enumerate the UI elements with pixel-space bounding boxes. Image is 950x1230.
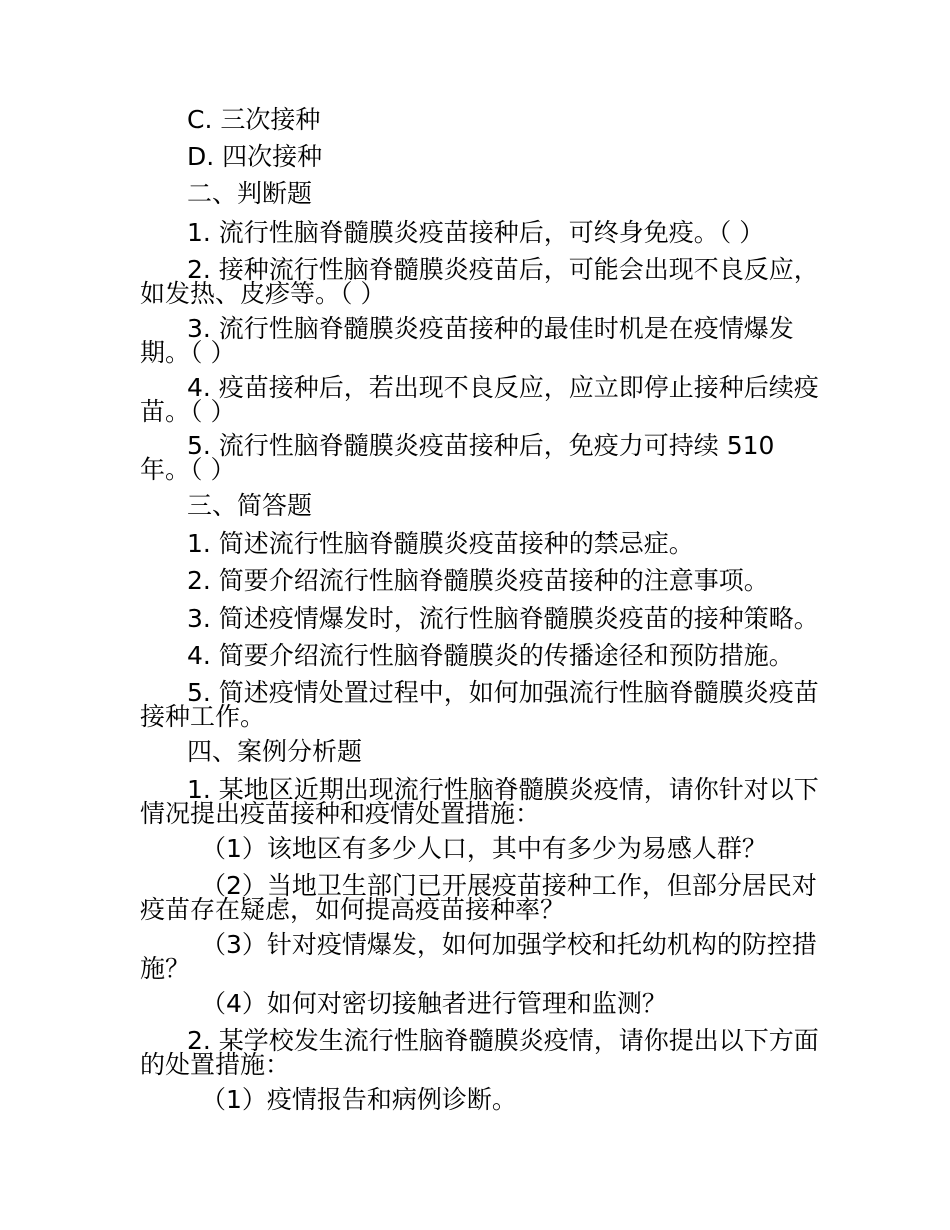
true-false-item-3: 3. 流行性脑脊髓膜炎疫苗接种的最佳时机是在疫情爆发 <box>187 314 794 343</box>
true-false-item-4-continued: 苗。（ ） <box>140 397 236 426</box>
short-answer-item-5: 5. 简述疫情处置过程中，如何加强流行性脑脊髓膜炎疫苗 <box>187 678 819 707</box>
case-1-intro-continued: 情况提出疫苗接种和疫情处置措施： <box>140 799 541 828</box>
option-d: D. 四次接种 <box>187 142 323 171</box>
case-1-question-1: （1）该地区有多少人口，其中有多少为易感人群？ <box>201 834 767 863</box>
true-false-item-3-continued: 期。（ ） <box>140 338 236 367</box>
case-1-question-2: （2）当地卫生部门已开展疫苗接种工作，但部分居民对 <box>201 871 817 900</box>
true-false-item-5-continued: 年。（ ） <box>140 455 236 484</box>
case-1-question-3-continued: 施？ <box>140 954 191 983</box>
case-2-question-1: （1）疫情报告和病例诊断。 <box>201 1085 517 1114</box>
short-answer-item-5-continued: 接种工作。 <box>140 702 266 731</box>
true-false-item-1: 1. 流行性脑脊髓膜炎疫苗接种后，可终身免疫。（ ） <box>187 218 765 247</box>
option-c: C. 三次接种 <box>187 105 321 134</box>
case-1-question-2-continued: 疫苗存在疑虑，如何提高疫苗接种率？ <box>140 895 566 924</box>
case-1-intro: 1. 某地区近期出现流行性脑脊髓膜炎疫情，请你针对以下 <box>187 775 819 804</box>
case-2-intro-continued: 的处置措施： <box>140 1050 291 1079</box>
section-heading-short-answer: 三、简答题 <box>187 491 313 520</box>
section-heading-case-analysis: 四、案例分析题 <box>187 737 363 766</box>
true-false-item-2-continued: 如发热、皮疹等。（ ） <box>140 279 386 308</box>
true-false-item-4: 4. 疫苗接种后，若出现不良反应，应立即停止接种后续疫 <box>187 373 819 402</box>
true-false-item-5: 5. 流行性脑脊髓膜炎疫苗接种后，免疫力可持续 510 <box>187 431 775 460</box>
case-1-question-3: （3）针对疫情爆发，如何加强学校和托幼机构的防控措 <box>201 930 817 959</box>
short-answer-item-2: 2. 简要介绍流行性脑脊髓膜炎疫苗接种的注意事项。 <box>187 566 769 595</box>
section-heading-true-false: 二、判断题 <box>187 179 313 208</box>
case-1-question-4: （4）如何对密切接触者进行管理和监测？ <box>201 989 667 1018</box>
case-2-intro: 2. 某学校发生流行性脑脊髓膜炎疫情，请你提出以下方面 <box>187 1026 819 1055</box>
short-answer-item-1: 1. 简述流行性脑脊髓膜炎疫苗接种的禁忌症。 <box>187 529 694 558</box>
short-answer-item-3: 3. 简述疫情爆发时，流行性脑脊髓膜炎疫苗的接种策略。 <box>187 604 819 633</box>
true-false-item-2: 2. 接种流行性脑脊髓膜炎疫苗后，可能会出现不良反应， <box>187 255 819 284</box>
short-answer-item-4: 4. 简要介绍流行性脑脊髓膜炎的传播途径和预防措施。 <box>187 641 794 670</box>
